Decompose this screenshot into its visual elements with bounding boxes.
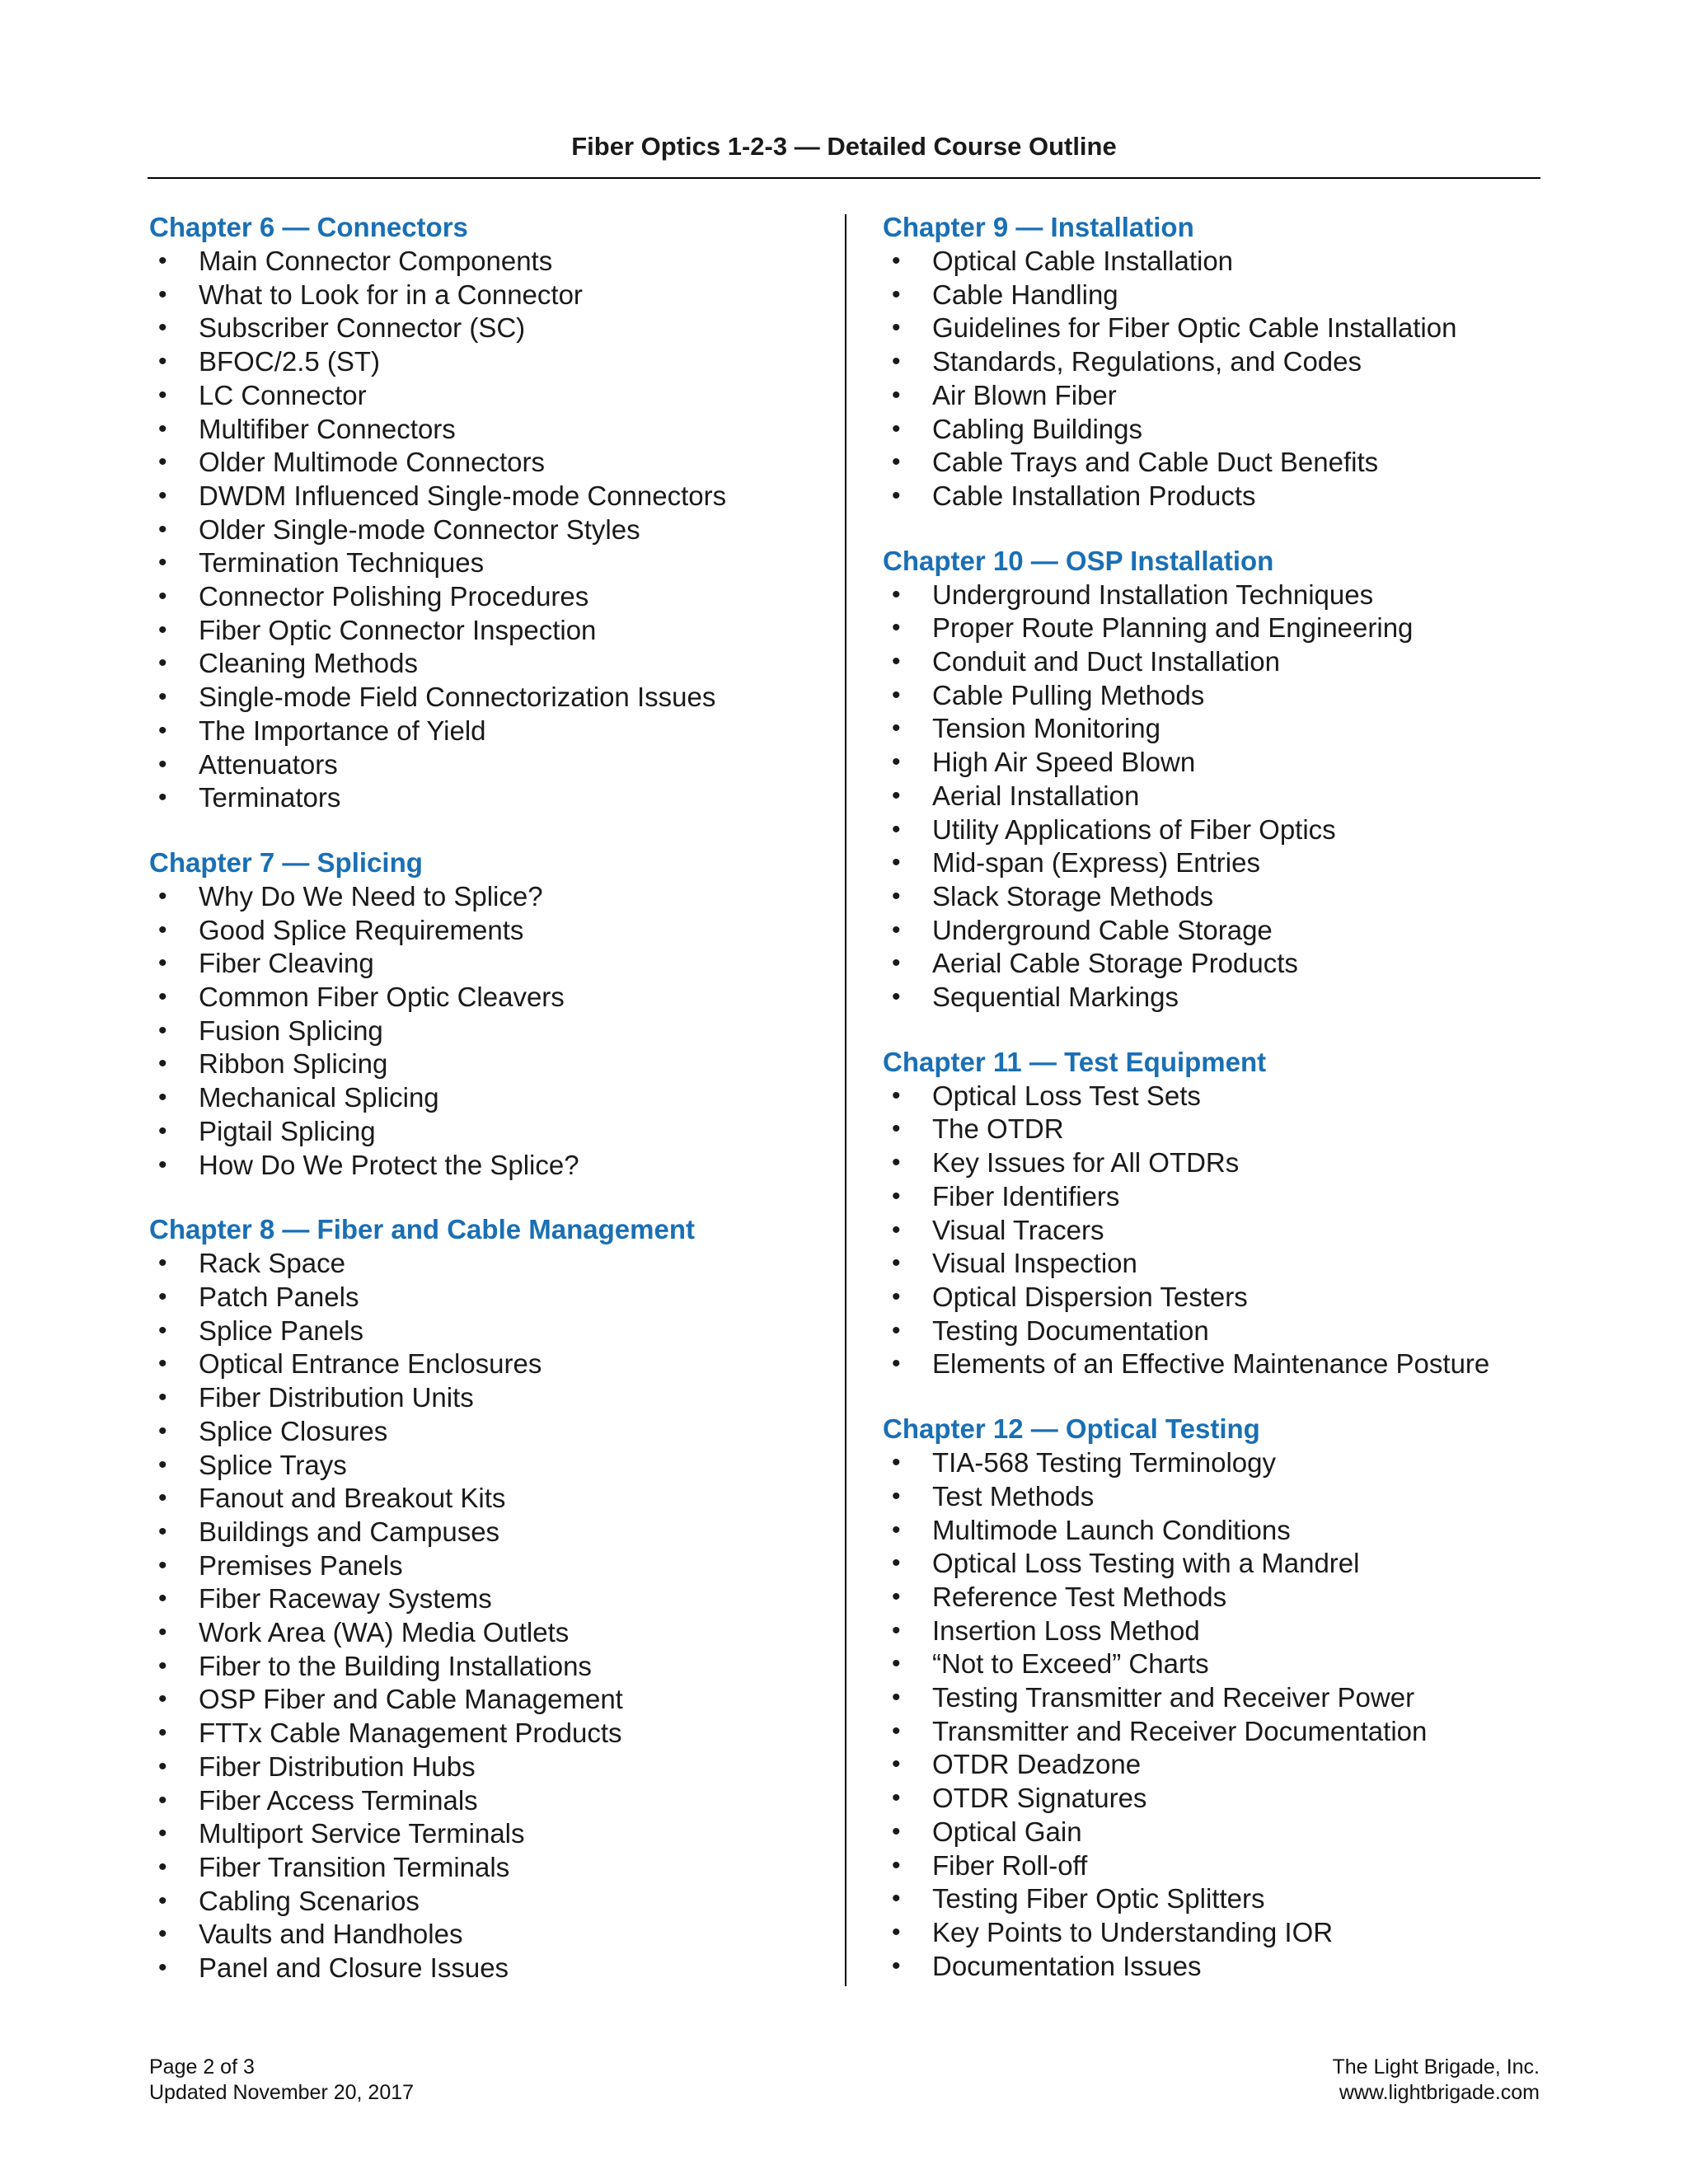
topic-item: • Cable Handling bbox=[883, 279, 1567, 312]
updated-date: Updated November 20, 2017 bbox=[149, 2081, 415, 2104]
topic-item: • Optical Dispersion Testers bbox=[883, 1281, 1567, 1315]
topic-item: • What to Look for in a Connector bbox=[149, 279, 825, 312]
topic-list bbox=[883, 1446, 1567, 1983]
topic-item: • Premises Panels bbox=[149, 1549, 825, 1583]
footer-left bbox=[149, 2055, 414, 2106]
topic-item: • Fiber Transition Terminals bbox=[149, 1851, 825, 1885]
topic-item: • Optical Cable Installation bbox=[883, 245, 1567, 279]
topic-item: • Key Issues for All OTDRs bbox=[883, 1146, 1567, 1180]
topic-item: • Cable Pulling Methods bbox=[883, 679, 1567, 713]
topic-item: • Fiber Identifiers bbox=[883, 1180, 1567, 1214]
topic-item: • Cabling Buildings bbox=[883, 413, 1567, 447]
topic-item: • Patch Panels bbox=[149, 1281, 825, 1315]
topic-item: • BFOC/2.5 (ST) bbox=[149, 345, 825, 379]
topic-item: • Fiber Distribution Hubs bbox=[149, 1750, 825, 1784]
page-number: Page 2 of 3 bbox=[149, 2055, 255, 2079]
topic-item: • Cabling Scenarios bbox=[149, 1885, 825, 1919]
title-divider bbox=[148, 177, 1540, 179]
topic-item: • Standards, Regulations, and Codes bbox=[883, 345, 1567, 379]
topic-item: • Buildings and Campuses bbox=[149, 1516, 825, 1549]
topic-item: • Mid-span (Express) Entries bbox=[883, 846, 1567, 880]
topic-item: • Underground Installation Techniques bbox=[883, 579, 1567, 612]
topic-item: • Guidelines for Fiber Optic Cable Installation bbox=[883, 312, 1567, 345]
topic-item: • OTDR Signatures bbox=[883, 1782, 1567, 1816]
topic-item: • “Not to Exceed” Charts bbox=[883, 1647, 1567, 1681]
topic-item: • Proper Route Planning and Engineering bbox=[883, 612, 1567, 645]
chapter-heading: Chapter 11 — Test Equipment bbox=[883, 1046, 1267, 1077]
topic-item: • Testing Fiber Optic Splitters bbox=[883, 1882, 1567, 1916]
topic-item: • DWDM Influenced Single-mode Connectors bbox=[149, 480, 825, 513]
topic-item: • Work Area (WA) Media Outlets bbox=[149, 1616, 825, 1650]
topic-item: • Terminators bbox=[149, 781, 825, 815]
topic-list bbox=[883, 1080, 1567, 1381]
right-column bbox=[883, 210, 1567, 2013]
topic-item: • Multifiber Connectors bbox=[149, 413, 825, 447]
topic-item: • Rack Space bbox=[149, 1247, 825, 1281]
topic-item: • Aerial Cable Storage Products bbox=[883, 947, 1567, 981]
chapter-heading: Chapter 6 — Connectors bbox=[149, 212, 468, 242]
topic-item: • The OTDR bbox=[883, 1113, 1567, 1146]
topic-item: • Splice Closures bbox=[149, 1415, 825, 1449]
topic-item: • Termination Techniques bbox=[149, 546, 825, 580]
topic-item: • Key Points to Understanding IOR bbox=[883, 1916, 1567, 1950]
topic-item: • Elements of an Effective Maintenance Posture bbox=[883, 1347, 1567, 1381]
topic-item: • Pigtail Splicing bbox=[149, 1115, 825, 1149]
topic-item: • Testing Documentation bbox=[883, 1315, 1567, 1348]
topic-item: • Fanout and Breakout Kits bbox=[149, 1482, 825, 1516]
topic-item: • Tension Monitoring bbox=[883, 712, 1567, 746]
topic-item: • Cable Installation Products bbox=[883, 480, 1567, 513]
topic-item: • Insertion Loss Method bbox=[883, 1615, 1567, 1648]
topic-item: • Fiber Raceway Systems bbox=[149, 1582, 825, 1616]
topic-item: • Reference Test Methods bbox=[883, 1581, 1567, 1615]
topic-item: • Conduit and Duct Installation bbox=[883, 645, 1567, 679]
chapter-section bbox=[883, 1045, 1567, 1381]
company-website: www.lightbrigade.com bbox=[1339, 2081, 1540, 2104]
topic-item: • OSP Fiber and Cable Management bbox=[149, 1683, 825, 1717]
topic-item: • Visual Inspection bbox=[883, 1247, 1567, 1281]
topic-item: • Attenuators bbox=[149, 748, 825, 782]
column-divider bbox=[845, 214, 846, 1986]
topic-item: • LC Connector bbox=[149, 379, 825, 413]
topic-item: • Fiber Roll-off bbox=[883, 1849, 1567, 1883]
topic-item: • Multiport Service Terminals bbox=[149, 1817, 825, 1851]
topic-list bbox=[149, 1247, 825, 1985]
footer-right bbox=[1332, 2055, 1540, 2106]
topic-item: • Underground Cable Storage bbox=[883, 914, 1567, 948]
topic-item: • Fiber Access Terminals bbox=[149, 1784, 825, 1818]
topic-item: • Transmitter and Receiver Documentation bbox=[883, 1715, 1567, 1749]
chapter-heading: Chapter 8 — Fiber and Cable Management bbox=[149, 1214, 695, 1245]
topic-item: • Good Splice Requirements bbox=[149, 914, 825, 948]
topic-item: • Test Methods bbox=[883, 1480, 1567, 1514]
topic-item: • Fiber Optic Connector Inspection bbox=[149, 614, 825, 648]
topic-item: • Fiber Cleaving bbox=[149, 947, 825, 981]
topic-item: • Panel and Closure Issues bbox=[149, 1952, 825, 1985]
topic-item: • Splice Panels bbox=[149, 1315, 825, 1348]
chapter-section bbox=[149, 210, 825, 815]
chapter-section bbox=[149, 846, 825, 1182]
topic-item: • Testing Transmitter and Receiver Power bbox=[883, 1681, 1567, 1715]
topic-list bbox=[883, 579, 1567, 1015]
chapter-section bbox=[883, 1412, 1567, 1983]
topic-item: • Sequential Markings bbox=[883, 981, 1567, 1015]
topic-item: • OTDR Deadzone bbox=[883, 1748, 1567, 1782]
topic-item: • High Air Speed Blown bbox=[883, 746, 1567, 780]
topic-item: • Fusion Splicing bbox=[149, 1015, 825, 1048]
topic-item: • How Do We Protect the Splice? bbox=[149, 1149, 825, 1183]
topic-item: • Documentation Issues bbox=[883, 1950, 1567, 1984]
topic-item: • Optical Loss Testing with a Mandrel bbox=[883, 1547, 1567, 1581]
topic-item: • Single-mode Field Connectorization Issues bbox=[149, 681, 825, 715]
topic-item: • Mechanical Splicing bbox=[149, 1081, 825, 1115]
chapter-section bbox=[883, 544, 1567, 1015]
topic-item: • Air Blown Fiber bbox=[883, 379, 1567, 413]
topic-item: • Visual Tracers bbox=[883, 1214, 1567, 1248]
topic-item: • Splice Trays bbox=[149, 1449, 825, 1483]
topic-item: • TIA-568 Testing Terminology bbox=[883, 1446, 1567, 1480]
topic-item: • Vaults and Handholes bbox=[149, 1918, 825, 1952]
topic-item: • Subscriber Connector (SC) bbox=[149, 312, 825, 345]
left-column bbox=[149, 210, 825, 2016]
chapter-section bbox=[149, 1212, 825, 1985]
topic-item: • Older Multimode Connectors bbox=[149, 446, 825, 480]
company-name: The Light Brigade, Inc. bbox=[1332, 2055, 1540, 2079]
topic-item: • Cleaning Methods bbox=[149, 647, 825, 681]
topic-list bbox=[149, 245, 825, 815]
topic-item: • Connector Polishing Procedures bbox=[149, 580, 825, 614]
topic-item: • Optical Gain bbox=[883, 1816, 1567, 1849]
topic-item: • Utility Applications of Fiber Optics bbox=[883, 813, 1567, 847]
chapter-heading: Chapter 7 — Splicing bbox=[149, 846, 423, 878]
chapter-heading: Chapter 10 — OSP Installation bbox=[883, 545, 1274, 576]
topic-item: • Ribbon Splicing bbox=[149, 1047, 825, 1081]
topic-item: • Why Do We Need to Splice? bbox=[149, 880, 825, 914]
chapter-heading: Chapter 9 — Installation bbox=[883, 212, 1194, 242]
chapter-heading: Chapter 12 — Optical Testing bbox=[883, 1413, 1260, 1445]
topic-item: • Fiber Distribution Units bbox=[149, 1381, 825, 1415]
topic-list bbox=[149, 880, 825, 1182]
topic-item: • Older Single-mode Connector Styles bbox=[149, 513, 825, 547]
page-title: Fiber Optics 1-2-3 — Detailed Course Outline bbox=[571, 132, 1117, 161]
topic-item: • Common Fiber Optic Cleavers bbox=[149, 981, 825, 1015]
topic-item: • Aerial Installation bbox=[883, 780, 1567, 813]
topic-item: • Optical Loss Test Sets bbox=[883, 1080, 1567, 1113]
topic-item: • Optical Entrance Enclosures bbox=[149, 1347, 825, 1381]
topic-list bbox=[883, 245, 1567, 513]
topic-item: • FTTx Cable Management Products bbox=[149, 1717, 825, 1750]
topic-item: • Slack Storage Methods bbox=[883, 880, 1567, 914]
topic-item: • Cable Trays and Cable Duct Benefits bbox=[883, 446, 1567, 480]
topic-item: • Multimode Launch Conditions bbox=[883, 1514, 1567, 1548]
topic-item: • The Importance of Yield bbox=[149, 715, 825, 748]
topic-item: • Main Connector Components bbox=[149, 245, 825, 279]
topic-item: • Fiber to the Building Installations bbox=[149, 1650, 825, 1684]
chapter-section bbox=[883, 210, 1567, 513]
